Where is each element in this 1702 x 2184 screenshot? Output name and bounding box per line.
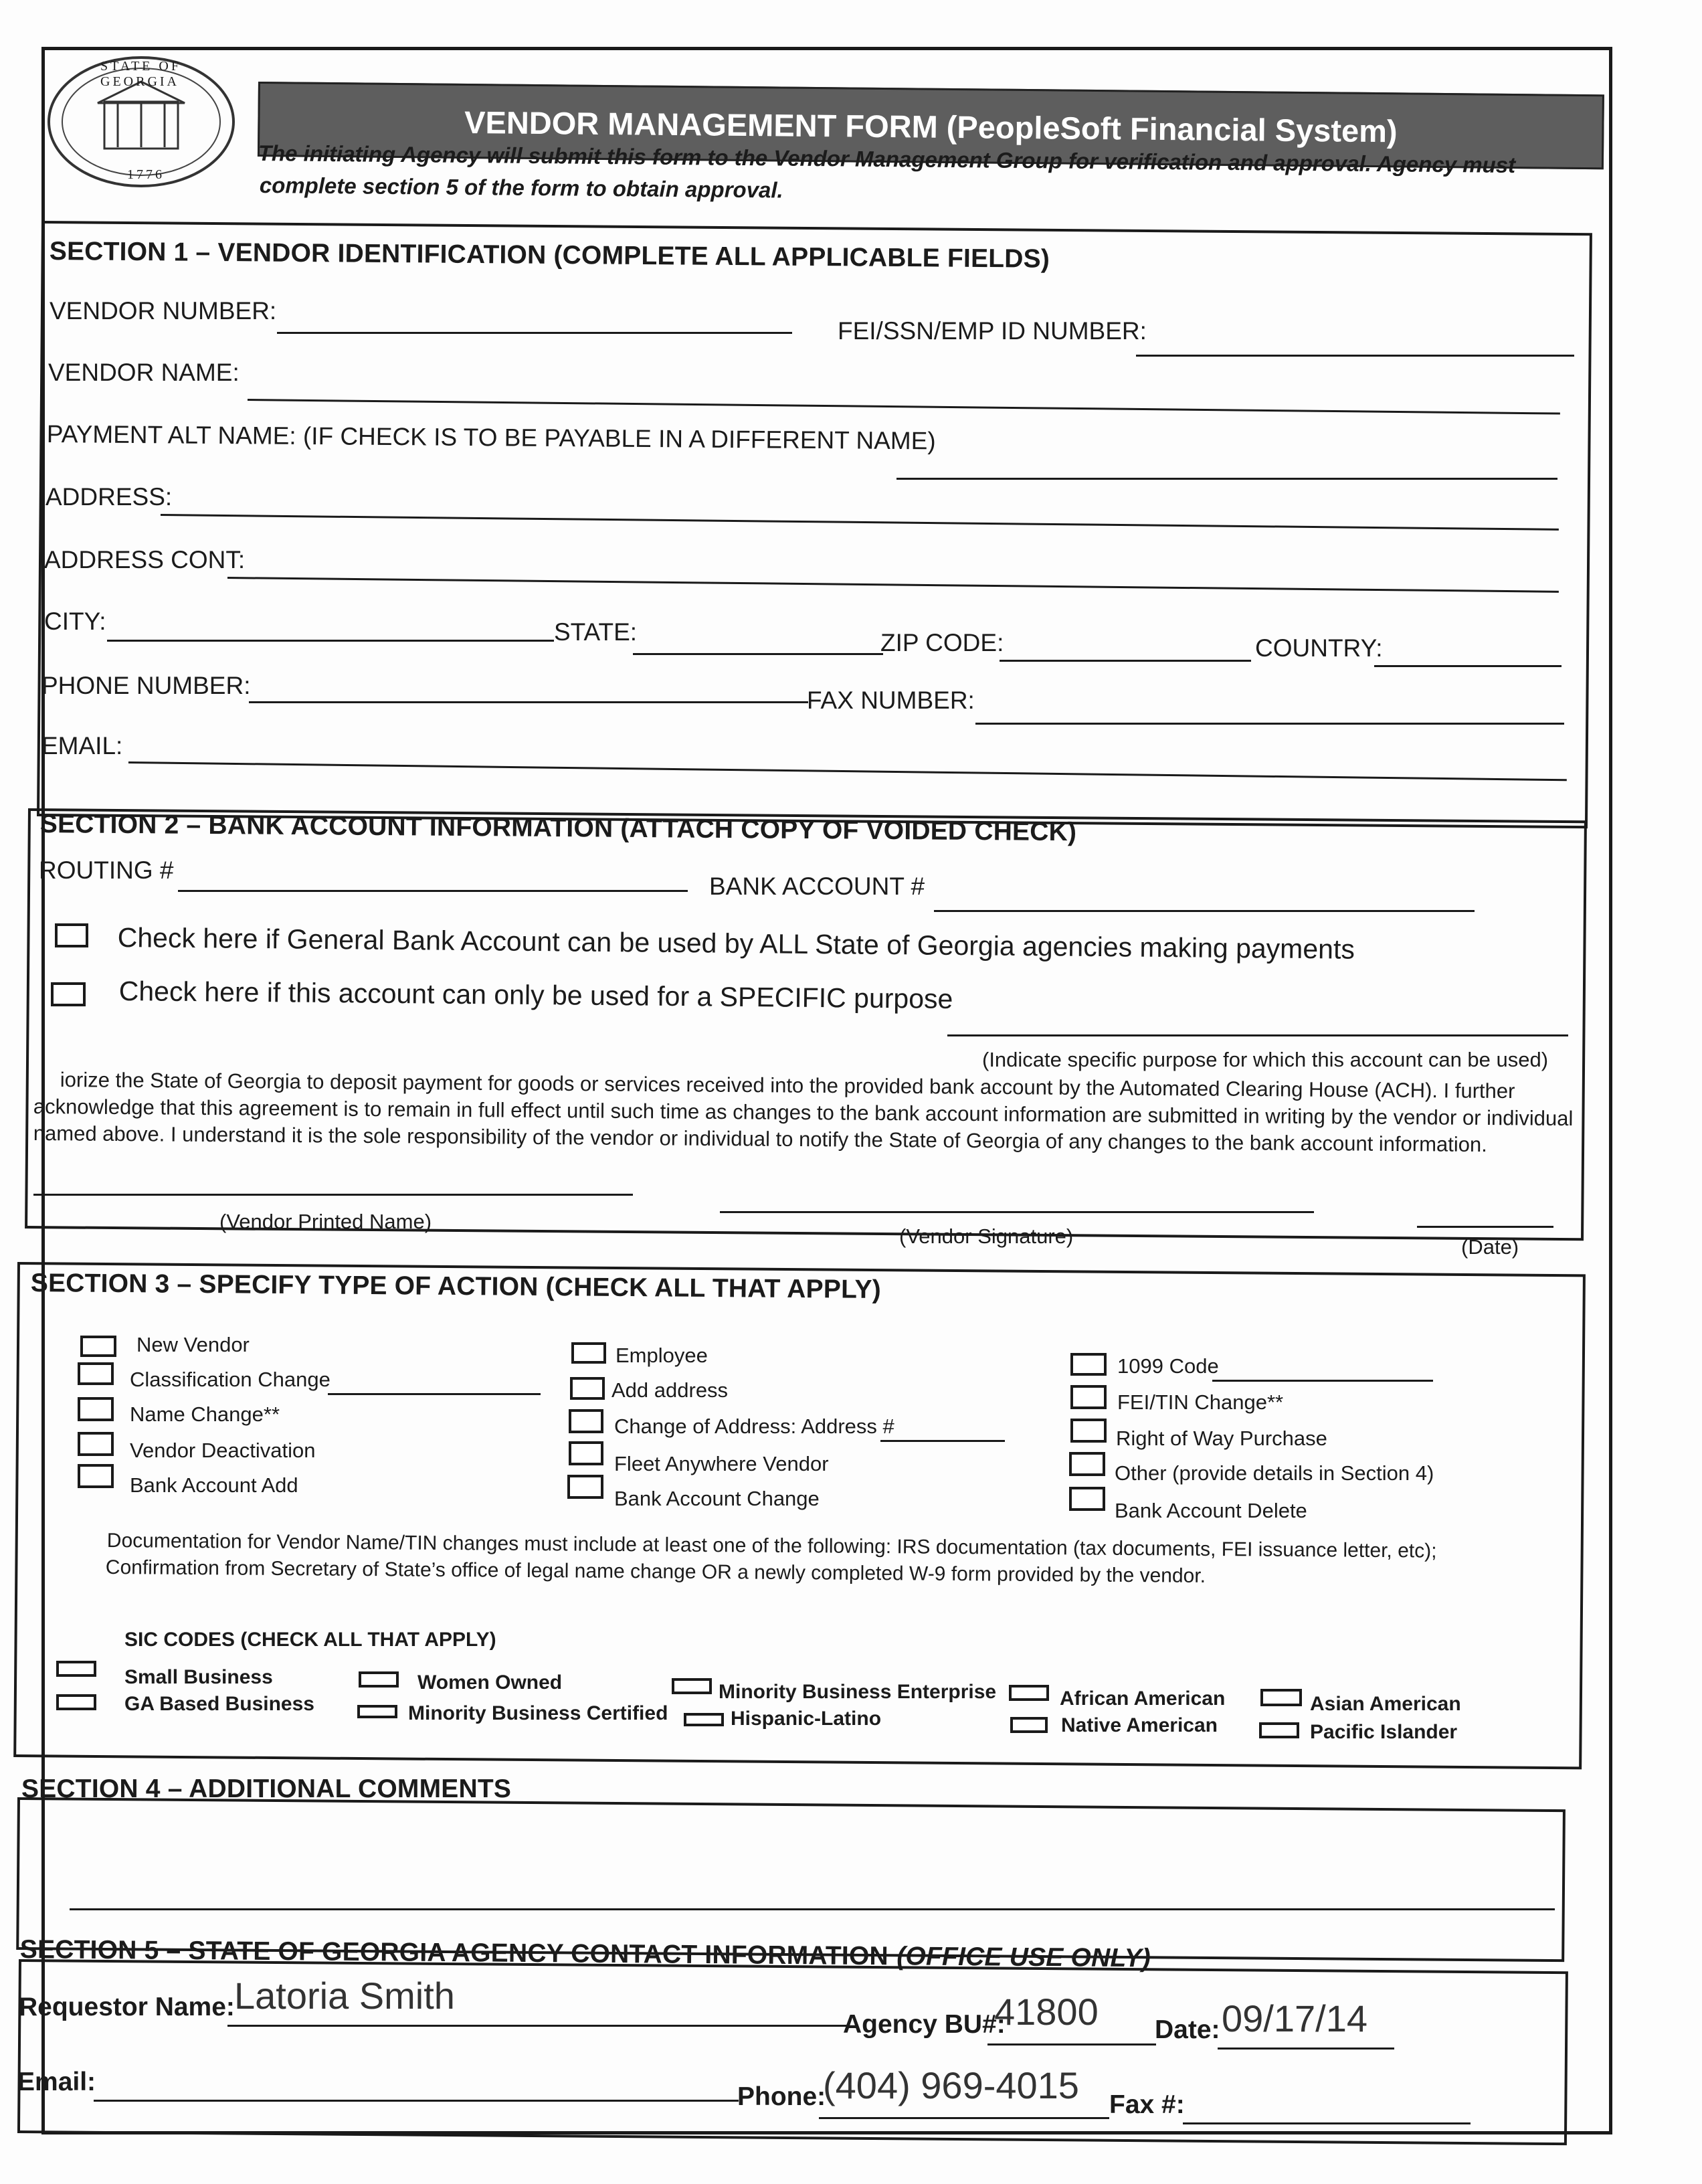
address-label: ADDRESS: bbox=[45, 483, 173, 511]
seal-text: STATE OF GEORGIA bbox=[100, 59, 181, 89]
checkbox-change-of-address[interactable] bbox=[569, 1409, 603, 1433]
checkbox-bank-account-change[interactable] bbox=[567, 1475, 603, 1499]
routing-label: ROUTING # bbox=[39, 856, 174, 884]
label-women-owned: Women Owned bbox=[417, 1671, 563, 1694]
section4-title: SECTION 4 – ADDITIONAL COMMENTS bbox=[21, 1774, 512, 1803]
fax-field-section5[interactable] bbox=[1183, 2122, 1471, 2124]
label-classification-change: Classification Change bbox=[130, 1368, 330, 1391]
form-title: VENDOR MANAGEMENT FORM (PeopleSoft Financial System) bbox=[464, 104, 1398, 149]
city-field[interactable] bbox=[107, 640, 554, 642]
section3-title: SECTION 3 – SPECIFY TYPE OF ACTION (CHECK ALL THAT APPLY) bbox=[30, 1269, 882, 1304]
specific-purpose-field[interactable] bbox=[947, 1034, 1568, 1036]
checkbox-right-of-way[interactable] bbox=[1070, 1419, 1107, 1443]
payment-alt-label: PAYMENT ALT NAME: (IF CHECK IS TO BE PAYABLE IN A DIFFERENT NAME) bbox=[46, 420, 936, 455]
date-field-section5[interactable] bbox=[1218, 2047, 1394, 2050]
zip-field[interactable] bbox=[1000, 660, 1251, 662]
checkbox-bank-account-delete[interactable] bbox=[1069, 1487, 1105, 1511]
checkbox-other[interactable] bbox=[1069, 1452, 1105, 1476]
address-cont-label: ADDRESS CONT: bbox=[44, 546, 246, 573]
state-label: STATE: bbox=[554, 618, 638, 646]
requestor-label: Requestor Name: bbox=[19, 1993, 235, 2021]
requestor-field[interactable] bbox=[227, 2025, 850, 2027]
label-name-change: Name Change** bbox=[130, 1402, 280, 1426]
checkbox-add-address[interactable] bbox=[570, 1377, 605, 1400]
instructions-line1: The initiating Agency will submit this form to the Vendor Management Group for verification and approval. Agency must bbox=[258, 141, 1516, 178]
label-add-address: Add address bbox=[611, 1378, 729, 1402]
label-employee: Employee bbox=[616, 1344, 708, 1367]
label-asian-american: Asian American bbox=[1310, 1693, 1461, 1715]
label-bank-account-add: Bank Account Add bbox=[130, 1473, 298, 1497]
zip-label: ZIP CODE: bbox=[880, 629, 1004, 656]
seal-year: 1776 bbox=[127, 167, 165, 182]
date-field[interactable] bbox=[1417, 1226, 1553, 1228]
checkbox-bank-account-add[interactable] bbox=[78, 1464, 114, 1488]
city-label: CITY: bbox=[44, 608, 106, 635]
phone-value[interactable]: (404) 969-4015 bbox=[823, 2064, 1079, 2106]
vendor-printed-name-caption: (Vendor Printed Name) bbox=[219, 1210, 432, 1233]
label-pacific-islander: Pacific Islander bbox=[1310, 1721, 1458, 1743]
address-number-field[interactable] bbox=[880, 1440, 1005, 1442]
label-1099-code: 1099 Code bbox=[1117, 1354, 1219, 1378]
country-field[interactable] bbox=[1374, 665, 1562, 667]
checkbox-employee[interactable] bbox=[571, 1342, 606, 1364]
checkbox-fleet-anywhere[interactable] bbox=[569, 1441, 603, 1465]
bank-account-field[interactable] bbox=[934, 910, 1475, 912]
email-label: EMAIL: bbox=[41, 732, 123, 759]
country-label: COUNTRY: bbox=[1255, 634, 1383, 662]
checkbox-pacific-islander[interactable] bbox=[1259, 1722, 1299, 1738]
requestor-value[interactable]: Latoria Smith bbox=[234, 1975, 455, 2017]
label-fei-tin-change: FEI/TIN Change** bbox=[1117, 1390, 1284, 1414]
section2-title: SECTION 2 – BANK ACCOUNT INFORMATION (ATTACH COPY OF VOIDED CHECK) bbox=[39, 810, 1077, 847]
label-new-vendor: New Vendor bbox=[136, 1333, 250, 1356]
date-value[interactable]: 09/17/14 bbox=[1222, 1997, 1367, 2039]
label-african-american: African American bbox=[1060, 1688, 1226, 1710]
vendor-printed-name-field[interactable] bbox=[33, 1194, 633, 1196]
authorization-line2: acknowledge that this agreement is to remain in full effect until such time as changes to the bank account information are submitted in writing by the vendor or individual bbox=[33, 1095, 1574, 1131]
general-account-label: Check here if General Bank Account can be used by ALL State of Georgia agencies making payments bbox=[117, 922, 1355, 965]
documentation-line1: Documentation for Vendor Name/TIN changes must include at least one of the following: IRS documentation (tax documents, FEI issuance letter, etc); bbox=[106, 1530, 1437, 1562]
documentation-line2: Confirmation from Secretary of State’s office of legal name change OR a newly completed W-9 form provided by the vendor. bbox=[105, 1556, 1206, 1587]
checkbox-women-owned[interactable] bbox=[359, 1671, 399, 1688]
checkbox-hispanic-latino[interactable] bbox=[684, 1713, 724, 1726]
checkbox-small-business[interactable] bbox=[56, 1661, 96, 1677]
state-seal bbox=[44, 55, 238, 189]
label-ga-based-business: GA Based Business bbox=[124, 1693, 314, 1715]
label-fleet-anywhere: Fleet Anywhere Vendor bbox=[614, 1452, 829, 1475]
label-small-business: Small Business bbox=[124, 1666, 273, 1688]
vendor-number-label: VENDOR NUMBER: bbox=[50, 297, 277, 325]
1099-code-field[interactable] bbox=[1212, 1380, 1433, 1382]
general-account-checkbox[interactable] bbox=[55, 923, 88, 947]
phone-field-section5[interactable] bbox=[819, 2117, 1109, 2119]
phone-label: PHONE NUMBER: bbox=[41, 672, 251, 699]
checkbox-new-vendor[interactable] bbox=[80, 1336, 116, 1357]
label-change-of-address: Change of Address: Address # bbox=[614, 1415, 894, 1438]
classification-change-field[interactable] bbox=[328, 1393, 541, 1395]
fax-field[interactable] bbox=[975, 723, 1564, 725]
specific-purpose-label: Check here if this account can only be used for a SPECIFIC purpose bbox=[118, 976, 953, 1014]
checkbox-minority-business-certified[interactable] bbox=[357, 1705, 397, 1718]
instructions-line2: complete section 5 of the form to obtain approval. bbox=[259, 173, 783, 203]
checkbox-classification-change[interactable] bbox=[78, 1362, 114, 1385]
checkbox-ga-based-business[interactable] bbox=[56, 1694, 96, 1710]
label-right-of-way: Right of Way Purchase bbox=[1116, 1427, 1327, 1450]
agency-bu-value[interactable]: 41800 bbox=[994, 1991, 1099, 2033]
fax-label-section5: Fax #: bbox=[1109, 2090, 1185, 2119]
payment-alt-field[interactable] bbox=[896, 478, 1557, 480]
sic-codes-title: SIC CODES (CHECK ALL THAT APPLY) bbox=[124, 1629, 496, 1651]
label-other: Other (provide details in Section 4) bbox=[1115, 1461, 1434, 1485]
fei-label: FEI/SSN/EMP ID NUMBER: bbox=[838, 317, 1147, 345]
label-bank-account-change: Bank Account Change bbox=[614, 1487, 820, 1510]
vendor-signature-field[interactable] bbox=[720, 1211, 1314, 1213]
section5-title-italic: (OFFICE USE ONLY) bbox=[896, 1942, 1151, 1973]
routing-field[interactable] bbox=[178, 890, 688, 892]
label-native-american: Native American bbox=[1061, 1714, 1218, 1736]
checkbox-name-change[interactable] bbox=[78, 1397, 114, 1421]
section5-title-main: SECTION 5 – STATE OF GEORGIA AGENCY CONTACT INFORMATION bbox=[19, 1935, 889, 1971]
email-field-section5[interactable] bbox=[94, 2100, 739, 2102]
checkbox-fei-tin-change[interactable] bbox=[1070, 1385, 1107, 1409]
email-label-section5: Email: bbox=[17, 2068, 96, 2096]
label-hispanic-latino: Hispanic-Latino bbox=[731, 1708, 882, 1730]
label-bank-account-delete: Bank Account Delete bbox=[1115, 1499, 1307, 1522]
agency-bu-label: Agency BU#: bbox=[843, 2010, 1006, 2039]
date-label: Date: bbox=[1155, 2015, 1220, 2044]
label-minority-business-enterprise: Minority Business Enterprise bbox=[719, 1681, 997, 1703]
fax-label: FAX NUMBER: bbox=[807, 687, 975, 714]
fei-field[interactable] bbox=[1136, 355, 1574, 357]
bank-account-label: BANK ACCOUNT # bbox=[709, 873, 925, 900]
checkbox-minority-business-enterprise[interactable] bbox=[672, 1678, 712, 1694]
vendor-name-label: VENDOR NAME: bbox=[48, 359, 240, 386]
section1-title: SECTION 1 – VENDOR IDENTIFICATION (COMPLETE ALL APPLICABLE FIELDS) bbox=[49, 237, 1050, 274]
indicate-note: (Indicate specific purpose for which this account can be used) bbox=[982, 1048, 1549, 1071]
checkbox-1099-code[interactable] bbox=[1070, 1353, 1107, 1376]
state-field[interactable] bbox=[633, 653, 883, 655]
vendor-signature-caption: (Vendor Signature) bbox=[899, 1224, 1074, 1248]
label-minority-business-certified: Minority Business Certified bbox=[408, 1702, 668, 1724]
comments-line[interactable] bbox=[70, 1908, 1555, 1910]
specific-purpose-checkbox[interactable] bbox=[51, 982, 86, 1006]
phone-label-section5: Phone: bbox=[737, 2082, 826, 2111]
date-caption: (Date) bbox=[1461, 1235, 1519, 1259]
checkbox-vendor-deactivation[interactable] bbox=[78, 1432, 114, 1456]
checkbox-native-american[interactable] bbox=[1010, 1717, 1048, 1733]
authorization-line1: iorize the State of Georgia to deposit payment for goods or services received into the provided bank account by the Automated Clearing House (ACH). I further bbox=[60, 1068, 1515, 1103]
checkbox-african-american[interactable] bbox=[1009, 1685, 1049, 1701]
authorization-line3: named above. I understand it is the sole responsibility of the vendor or individual to notify the State of Georgia of any changes to the bank account information. bbox=[33, 1121, 1487, 1157]
vendor-number-field[interactable] bbox=[277, 332, 792, 334]
phone-field[interactable] bbox=[249, 701, 808, 703]
label-vendor-deactivation: Vendor Deactivation bbox=[130, 1439, 316, 1462]
checkbox-asian-american[interactable] bbox=[1260, 1689, 1302, 1706]
agency-bu-field[interactable] bbox=[987, 2043, 1156, 2045]
